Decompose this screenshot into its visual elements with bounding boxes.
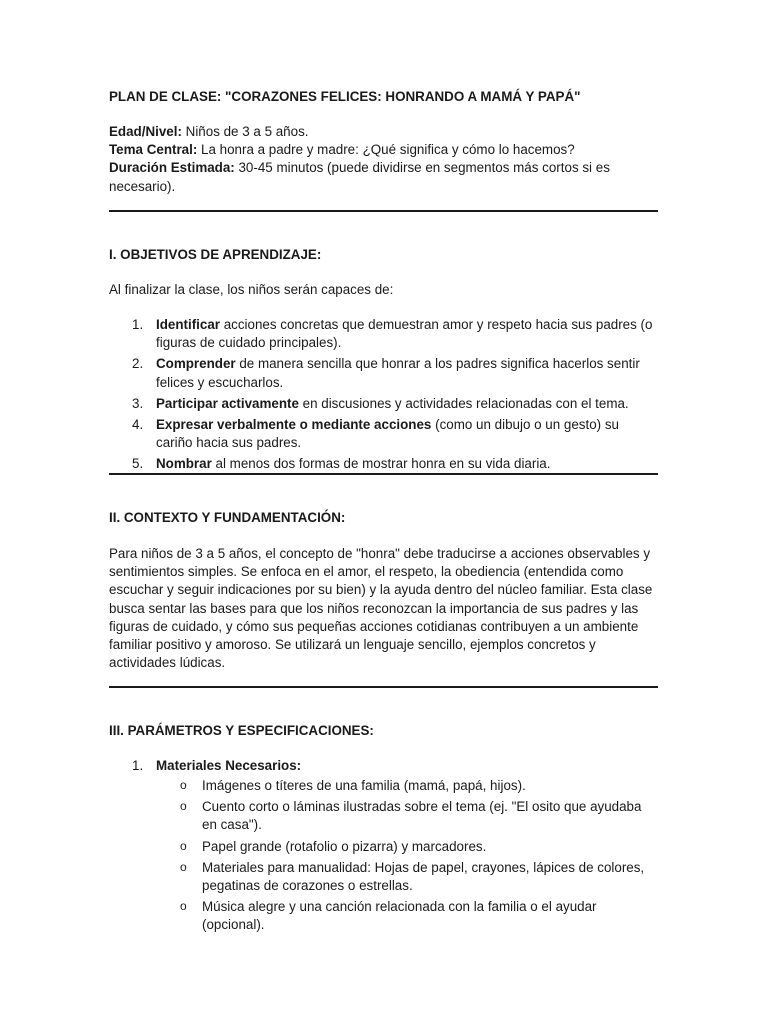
meta-duracion-value: 30-45 minutos (puede dividirse en segmentos más cortos si es necesario). [109,160,610,194]
list-item-text: al menos dos formas de mostrar honra en su vida diaria. [211,456,551,472]
section-divider [109,473,658,475]
materials-label: Materiales Necesarios: [156,758,302,773]
list-item-text: de manera sencilla que honrar a los padres significa hacerlos sentir felices y escucharlos. [156,356,640,390]
bullet-marker: o [180,778,187,792]
list-item-term: Comprender [156,356,236,372]
section-divider [109,210,658,212]
bullet-marker: o [180,799,187,814]
bullet-marker: o [180,838,187,853]
list-item-text: Imágenes o títeres de una familia (mamá, papá, hijos). [202,778,526,793]
list-item-text: Papel grande (rotafolio o pizarra) y marcadores. [202,838,487,854]
list-item-text: Cuento corto o láminas ilustradas sobre el tema (ej. "El osito que ayudaba en casa"). [202,799,642,833]
list-item-text: (como un dibujo o un gesto) su cariño hacia sus padres. [156,417,619,451]
bullet-marker: o [180,859,187,874]
list-item-text: en discusiones y actividades relacionadas con el tema. [298,395,629,411]
section-heading-parametros: III. PARÁMETROS Y ESPECIFICACIONES: [109,723,374,738]
list-number: 3. [132,395,144,411]
meta-block [109,123,659,196]
list-item-term: Nombrar [156,456,212,472]
section-divider [109,686,658,688]
list-item [109,838,659,856]
list-number: 1. [132,317,144,332]
list-item-term: Participar activamente [156,395,299,411]
document-title: PLAN DE CLASE: "CORAZONES FELICES: HONRANDO A MAMÁ Y PAPÁ" [109,89,581,104]
section-heading-contexto: II. CONTEXTO Y FUNDAMENTACIÓN: [109,510,346,525]
materials-list [109,777,659,935]
list-item [109,316,659,352]
list-item-text: acciones concretas que demuestran amor y respeto hacia sus padres (o figuras de cuidado principales). [156,317,653,351]
list-item [109,395,659,413]
list-item [109,416,659,452]
list-item-text: Materiales para manualidad: Hojas de papel, crayones, lápices de colores, pegatinas de corazones o estrellas. [202,859,645,894]
section-heading-objetivos: I. OBJETIVOS DE APRENDIZAJE: [109,247,322,262]
meta-edad-value: Niños de 3 a 5 años. [181,124,309,139]
list-item [109,798,659,834]
list-item [109,898,659,934]
list-item [109,355,659,391]
list-item-term: Identificar [156,317,220,332]
list-item [109,455,659,473]
list-number: 2. [132,356,144,372]
bullet-marker: o [180,899,187,914]
meta-duracion-label: Duración Estimada: [109,160,235,176]
list-number: 5. [132,456,144,472]
contexto-paragraph: Para niños de 3 a 5 años, el concepto de "honra" debe traducirse a acciones observables y sentimientos simples. Se enfoca en el amor, el respeto, la obediencia (entendida como escuchar y seguir indicaciones por su bien) y la ayuda dentro del núcleo familiar. Esta clase busca sentar las bases para que los niños reconozcan la importancia de sus padres y las figuras de cuidado, y cómo sus pequeñas acciones cotidianas contribuyen a un ambiente familiar positivo y amoroso. Se utilizará un lenguaje sencillo, ejemplos concretos y actividades lúdicas. [109,546,653,671]
list-item [109,777,659,795]
list-item-text: Música alegre y una canción relacionada con la familia o el ayudar (opcional). [202,899,597,933]
meta-tema-label: Tema Central: [109,142,198,158]
meta-edad-label: Edad/Nivel: [109,124,182,139]
list-number: 4. [132,417,144,433]
objetivos-intro: Al finalizar la clase, los niños serán capaces de: [109,282,394,297]
meta-duracion [109,159,659,195]
meta-edad [109,123,659,141]
list-item-term: Expresar verbalmente o mediante acciones [156,417,432,433]
list-number: 1. [132,758,144,773]
objetivos-list [109,316,659,474]
meta-tema-value: La honra a padre y madre: ¿Qué significa y cómo lo hacemos? [197,142,575,158]
meta-tema [109,141,659,159]
list-item [109,859,659,895]
